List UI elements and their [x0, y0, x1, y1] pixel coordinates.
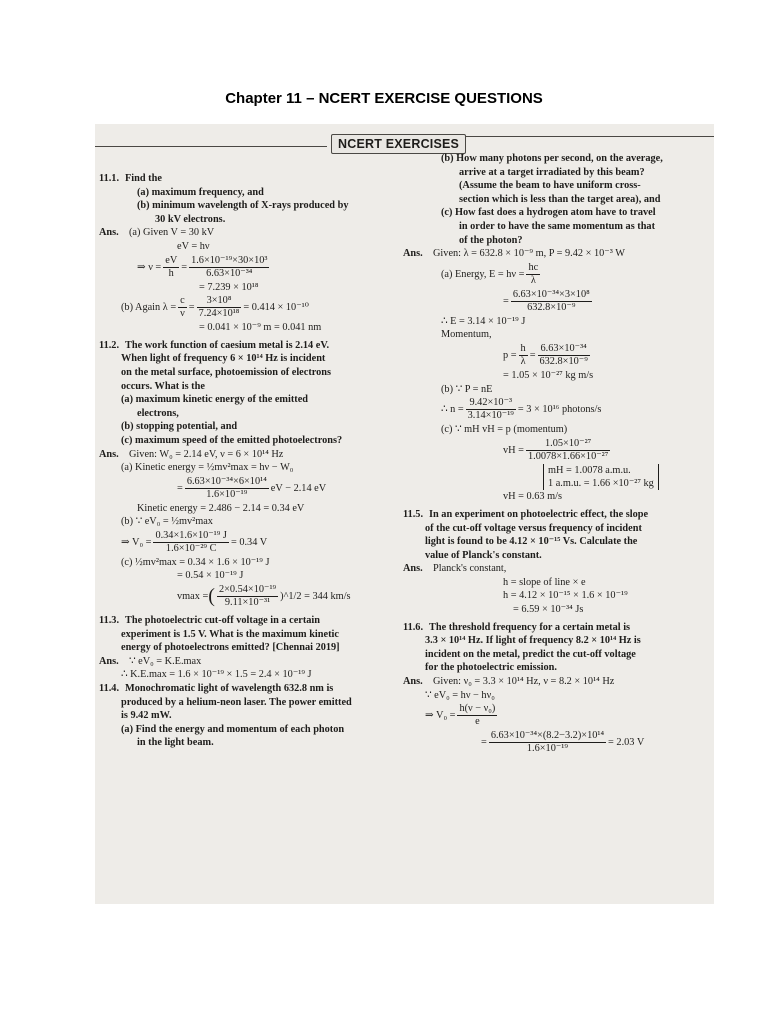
answer-11-5: Ans. Planck's constant, h = slope of line × e h = 4.12 × 10⁻¹⁵ × 1.6 × 10⁻¹⁹ = 6.59 × 10⁻³⁴ Js [403, 563, 628, 616]
question-number: 11.4. [99, 683, 120, 695]
question-11-5: 11.5. In an experiment on photoelectric effect, the slope of the cut-off voltage versus frequency of incident light is found to be 4.12 × 10⁻¹⁵ Vs. Calculate the value of Planck's constant. [403, 508, 649, 561]
question-number: 11.5. [403, 508, 424, 520]
answer-label: Ans. [403, 563, 423, 575]
photon-energy-values: = $\frac{\text{6.63×10⁻³⁴×3×10⁸}}{\text{632.8×10⁻⁹}}$ [503, 288, 590, 313]
kinetic-energy-equation: = $\frac{\text{6.63×10⁻³⁴×6×10¹⁴}}{\text{1.6×10⁻¹⁹}}$ eV − 2.14 eV [177, 475, 327, 500]
question-11-6: 11.6. The threshold frequency for a certain metal is 3.3 × 10¹⁴ Hz. If light of frequency 8.2 × 10¹⁴ Hz is incident on the metal, predict the cut-off voltage for the photoelectric emission. [403, 621, 641, 674]
photon-energy-equation: (a) Energy, E = hν = $\frac{hc}{\lambda}$ [441, 261, 539, 286]
amu-bracket: mH = 1.0078 a.m.u. 1 a.m.u. = 1.66 ×10⁻²⁷ kg [403, 464, 709, 491]
photon-rate-equation: ∴ n = $\frac{\text{9.42×10⁻³}}{\text{3.14×10⁻¹⁹}}$ = 3 × 10¹⁶ photons/s [441, 397, 602, 422]
question-11-3: 11.3. The photoelectric cut-off voltage in a certain experiment is 1.5 V. What is the maximum kinetic energy of photoelectrons emitted? [Chennai 2019] [99, 615, 340, 654]
frequency-equation: ⇒ ν = $\frac{eV}{h}$ = $\frac{\text{1.6×10⁻¹⁹×30×10³}}{\text{6.63×10⁻³⁴}}$ [137, 254, 268, 279]
header-rule-right [459, 136, 714, 137]
answer-label: Ans. [403, 676, 423, 688]
left-column [99, 172, 393, 750]
question-number: 11.3. [99, 615, 120, 627]
answer-11-1: Ans. (a) Given V = 30 kV eV = hν ⇒ ν = $\frac{eV}{h}$ = $\frac{\text{1.6×10⁻¹⁹×30×10³}}{\text{6.63×10⁻³⁴}}$ = 7.239 × 10¹⁸ (b) Again λ = $\frac{c}{\nu}$ = $\frac{\text{3×10⁸}}{\text{7.24×10¹⁸}}$ = 0.414 × 10⁻¹⁰ = 0.041 × 10⁻⁹ m = 0.041 nm [99, 226, 393, 334]
right-column [403, 152, 709, 756]
question-11-1: 11.1. Find the (a) maximum frequency, and (b) minimum wavelength of X-rays produced by 30 kV electrons. [99, 173, 349, 225]
stopping-potential-equation: ⇒ V₀ = $\frac{\text{0.34×1.6×10⁻¹⁹ J}}{\text{1.6×10⁻²⁹ C}}$ = 0.34 V [121, 529, 268, 554]
question-11-2: 11.2. The work function of caesium metal is 2.14 eV. When light of frequency 6 × 10¹⁴ Hz is incident on the metal surface, photoemission of electrons occurs. What is the (a) maximum kinetic energy of the emitted electrons, (b) stopping potential, and (c) maximum speed of the emitted photoelectrons? [99, 339, 343, 446]
answer-label: Ans. [99, 655, 119, 667]
cutoff-voltage-equation: ⇒ V₀ = $\frac{\text{h(ν − ν₀)}}{e}$ [425, 703, 496, 728]
answer-11-3: Ans. ∵ eV₀ = K.E.max ∴ K.E.max = 1.6 × 10⁻¹⁹ × 1.5 = 2.4 × 10⁻¹⁹ J [99, 655, 312, 681]
question-number: 11.2. [99, 339, 120, 351]
question-11-4: 11.4. Monochromatic light of wavelength 632.8 nm is produced by a helium-neon laser. The power emitted is 9.42 mW. (a) Find the energy and momentum of each photon in the light beam. [99, 683, 352, 749]
section-header: NCERT EXERCISES [331, 134, 466, 154]
answer-11-4: Ans. Given: λ = 632.8 × 10⁻⁹ m, P = 9.42 × 10⁻³ W (a) Energy, E = hν = $\frac{hc}{\lambda}$ = $\frac{\text{6.63×10⁻³⁴×3×10⁸}}{\text{632.8×10⁻⁹}}$ ∴ E = 3.14 × 10⁻¹⁹ J Momentum, p = $\frac{h}{\lambda}$ = $\frac{\text{6.63×10⁻³⁴}}{\text{632.8×10⁻⁹}}$ = 1.05 × 10⁻²⁷ kg m/s (b) ∵ P = nE ∴ n = $\frac{\text{9.42×10⁻³}}{\text{3.14×10⁻¹⁹}}$ = 3 × 10¹⁶ photons/s (c) ∵ mH vH = p (momentum) vH = $\frac{\text{1.05×10⁻²⁷}}{\text{1.0078×1.66×10⁻²⁷}}$ mH = 1.0078 a.m.u. 1 a.m.u. = 1.66 ×10⁻²⁷ kg vH = 0.63 m/s [403, 247, 709, 504]
cutoff-voltage-result: = $\frac{\text{6.63×10⁻³⁴×(8.2−3.2)×10¹⁴}}{\text{1.6×10⁻¹⁹}}$ = 2.03 V [481, 730, 645, 755]
max-speed-equation: vmax = ( $\frac{\text{2×0.54×10⁻¹⁹}}{\text{9.11×10⁻³¹}}$ )^1/2 = 344 km/s [177, 584, 351, 609]
question-11-4-continued: (b) How many photons per second, on the average, arrive at a target irradiated by this beam? (Assume the beam to have uniform cross- section which is less than the target area), and (c) How fast does a hydrogen atom have to travel in order to have the same momentum as that of the photon? [441, 153, 663, 246]
answer-11-6: Ans. Given: ν₀ = 3.3 × 10¹⁴ Hz, ν = 8.2 × 10¹⁴ Hz ∵ eV₀ = hν − hν₀ ⇒ V₀ = $\frac{\text{h(ν − ν₀)}}{e}$ = $\frac{\text{6.63×10⁻³⁴×(8.2−3.2)×10¹⁴}}{\text{1.6×10⁻¹⁹}}$ = 2.03 V [403, 675, 709, 756]
answer-11-2: Ans. Given: W₀ = 2.14 eV, ν = 6 × 10¹⁴ Hz (a) Kinetic energy = ½mv²max = hν − W₀ = $\frac{\text{6.63×10⁻³⁴×6×10¹⁴}}{\text{1.6×10⁻¹⁹}}$ eV − 2.14 eV Kinetic energy = 2.486 − 2.14 = 0.34 eV (b) ∵ eV₀ = ½mv²max ⇒ V₀ = $\frac{\text{0.34×1.6×10⁻¹⁹ J}}{\text{1.6×10⁻²⁹ C}}$ = 0.34 V (c) ½mv²max = 0.34 × 1.6 × 10⁻¹⁹ J = 0.54 × 10⁻¹⁹ J vmax = ( $\frac{\text{2×0.54×10⁻¹⁹}}{\text{9.11×10⁻³¹}}$ )^1/2 = 344 km/s [99, 448, 393, 611]
answer-label: Ans. [99, 448, 119, 460]
hydrogen-speed-equation: vH = $\frac{\text{1.05×10⁻²⁷}}{\text{1.0078×1.66×10⁻²⁷}}$ [503, 437, 609, 462]
wavelength-equation: (b) Again λ = $\frac{c}{\nu}$ = $\frac{\text{3×10⁸}}{\text{7.24×10¹⁸}}$ = 0.414 × 10⁻¹⁰ [121, 295, 309, 320]
answer-label: Ans. [403, 248, 423, 260]
answer-label: Ans. [99, 227, 119, 239]
momentum-equation: p = $\frac{h}{\lambda}$ = $\frac{\text{6.63×10⁻³⁴}}{\text{632.8×10⁻⁹}}$ [503, 342, 588, 367]
textbook-page-scan [95, 124, 714, 904]
page-title: Chapter 11 – NCERT EXERCISE QUESTIONS [225, 90, 543, 107]
header-rule-left [95, 146, 327, 147]
question-number: 11.6. [403, 621, 424, 633]
question-number: 11.1. [99, 173, 120, 184]
